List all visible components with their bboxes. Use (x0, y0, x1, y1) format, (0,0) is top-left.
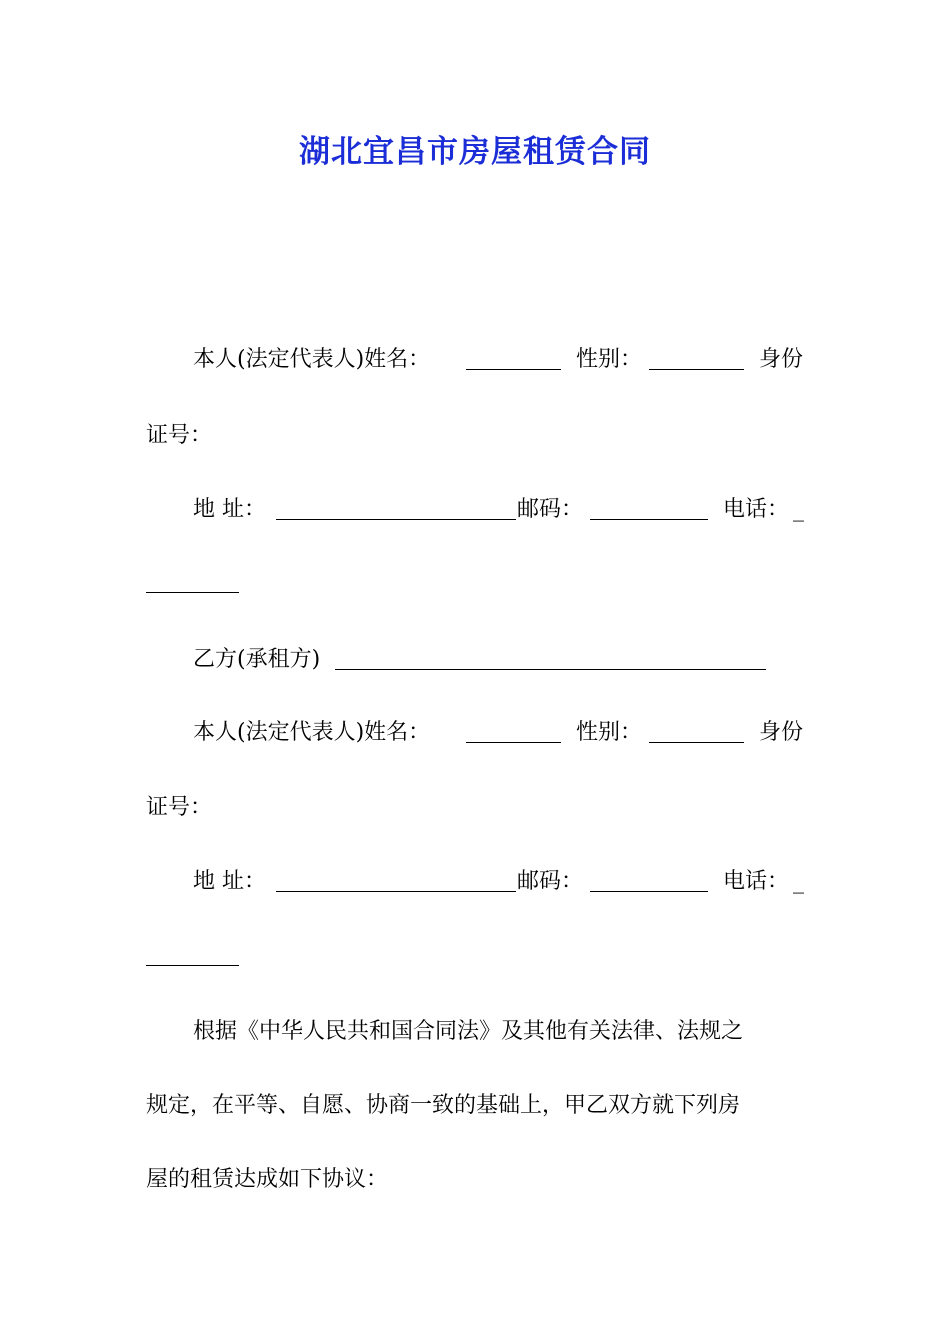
party-b-id-label-cont: 证号： (146, 795, 213, 820)
party-b-postcode-label: 邮码： (517, 869, 584, 894)
party-a-id-label-cont: 证号： (146, 423, 213, 448)
party-b-header: 乙方(承租方) (193, 647, 321, 672)
party-b-blank[interactable] (335, 647, 766, 670)
party-b-gender-blank[interactable] (649, 720, 744, 743)
party-a-gender-blank[interactable] (649, 347, 744, 370)
party-b-postcode-blank[interactable] (590, 869, 708, 892)
party-b-phone-blank[interactable] (146, 943, 239, 966)
party-a-address-blank[interactable] (276, 497, 516, 520)
party-b-address-label: 地 址： (193, 869, 266, 894)
party-b-gender-label: 性别： (576, 720, 643, 745)
party-b-phone-label: 电话： (723, 869, 790, 894)
party-a-id-label: 身份 (759, 347, 804, 372)
preamble-line-1: 根据《中华人民共和国合同法》及其他有关法律、法规之 (193, 1019, 744, 1044)
document-title: 湖北宜昌市房屋租赁合同 (299, 134, 651, 170)
party-b-name-blank[interactable] (466, 720, 561, 743)
party-b-address-blank[interactable] (276, 869, 516, 892)
party-a-address-label: 地 址： (193, 497, 266, 522)
party-b-phone-tail: _ (793, 869, 804, 894)
preamble-line-2: 规定，在平等、自愿、协商一致的基础上，甲乙双方就下列房 (146, 1093, 741, 1118)
party-b-id-label: 身份 (759, 720, 804, 745)
preamble-line-3: 屋的租赁达成如下协议： (146, 1167, 389, 1192)
party-a-phone-blank[interactable] (146, 570, 239, 593)
party-a-name-blank[interactable] (466, 347, 561, 370)
party-a-postcode-label: 邮码： (517, 497, 584, 522)
party-a-gender-label: 性别： (576, 347, 643, 372)
party-a-name-label: 本人(法定代表人)姓名： (193, 347, 431, 372)
party-a-phone-label: 电话： (723, 497, 790, 522)
party-a-postcode-blank[interactable] (590, 497, 708, 520)
party-a-phone-tail: _ (793, 497, 804, 522)
party-b-name-label: 本人(法定代表人)姓名： (193, 720, 431, 745)
